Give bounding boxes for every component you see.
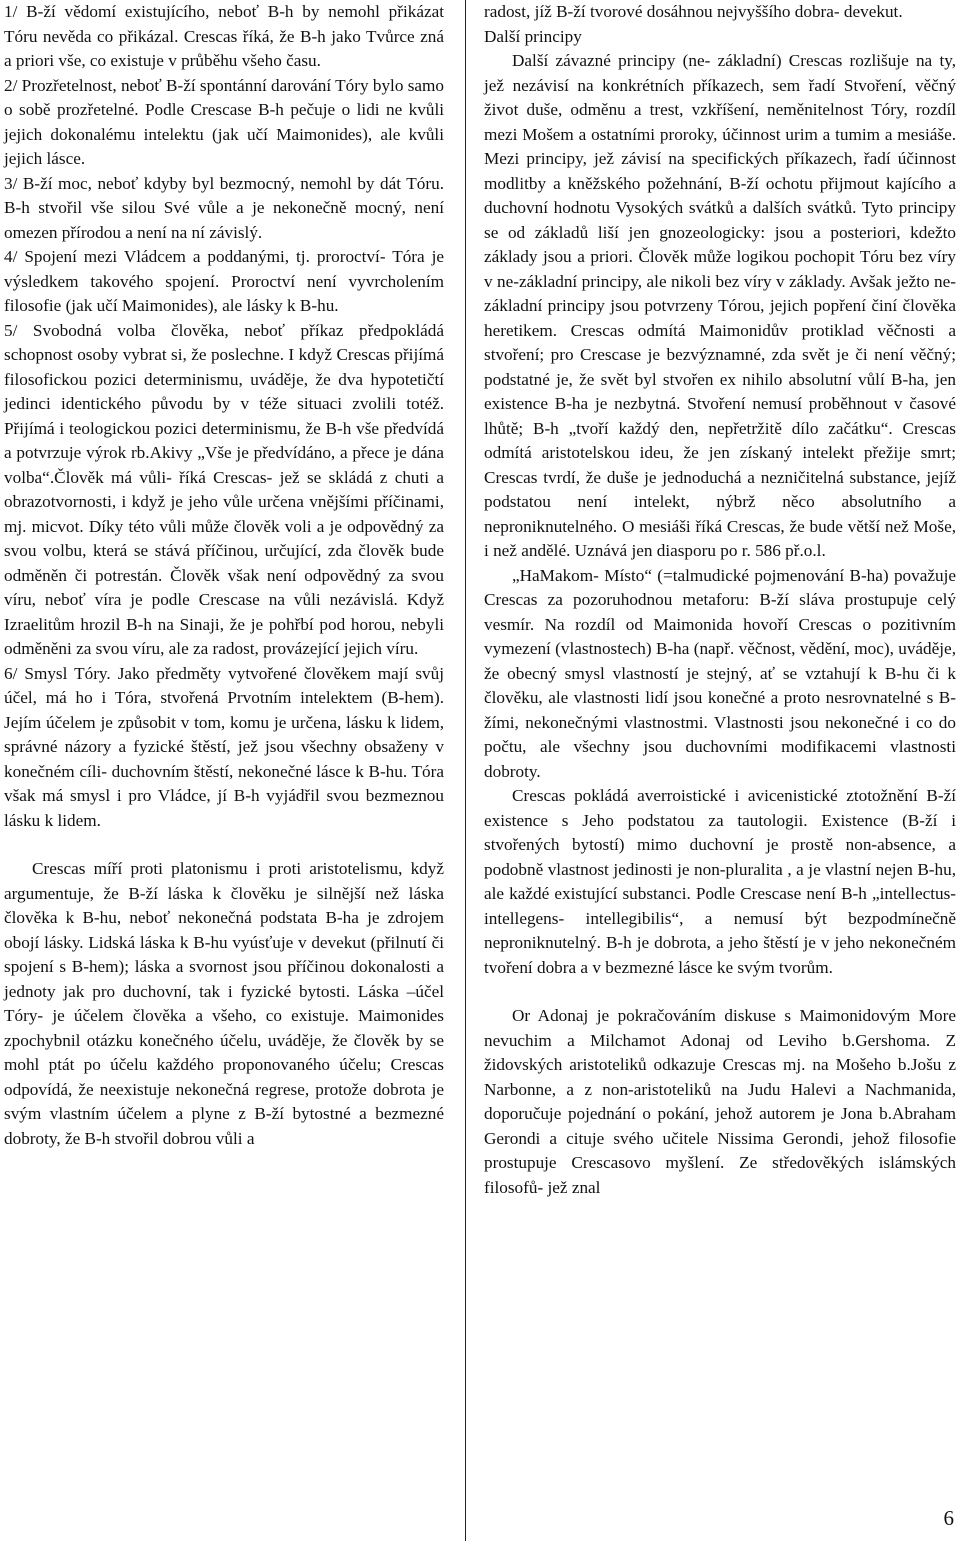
further-principles-paragraph: Další závazné principy (ne- základní) Crescas rozlišuje na ty, jež nezávisí na konkrétních příkazech, sem řadí Stvoření, věčný život duše, odměnu a trest, vzkříšení, neměnitelnost Tóry, rozdíl mezi Mošem a ostatními proroky, účinnost urim a tumim a mesiáše. Mezi principy, jež závisí na specifických příkazech, řadí účinnost modlitby a kněžského požehnání, B-ží ochotu přijmout kajícího a duchovní hodnotu Vysokých svátků a dalších svátků. Tyto principy se od základů liší jen gnozeologicky: jsou a posteriori, kdežto základy jsou a priori. Člověk může logikou pochopit Tóru bez víry v ne-základní principy, ale nikoli bez víry v základy. Avšak ježto ne-základní principy jsou potvrzeny Tórou, jejich popření činí člověka heretikem. Crescas odmítá Maimonidův protiklad věčnosti a stvoření; pro Crescase je bezvýznamné, zda svět je či není věčný; podstatné je, že svět byl stvořen ex nihilo absolutní vůlí B-ha, jen existence B-ha je nezbytná. Stvoření nemusí proběhnout v časové lhůtě; B-h „tvoří každý den, nepřetržitě dílo začátku“. Crescas odmítá aristotelskou ideu, že jen získaný intelekt přežije smrt; Crescas tvrdí, že duše je jednoduchá a nezničitelná substance, jejíž podstatou není intelekt, nýbrž něco absolutního a neproniknutelného. O mesiáši říká Crescas, že bude větší než Moše, i než andělé. Uznává jen diasporu po r. 586 př.o.l. <box>484 51 956 560</box>
continuation-paragraph: radost, jíž B-ží tvorové dosáhnou nejvyššího dobra- devekut. <box>484 2 903 21</box>
left-column <box>4 0 444 1151</box>
principle-1-paragraph: 1/ B-ží vědomí existujícího, neboť B-h by nemohl přikázat Tóru nevěda co přikázal. Crescas říká, že B-h jako Tvůrce zná a priori vše, co existuje v průběhu všeho času. <box>4 2 444 70</box>
hamakom-paragraph: „HaMakom- Místo“ (=talmudické pojmenování B-ha) považuje Crescas za pozoruhodnou metaforu: B-ží sláva prostupuje celý vesmír. Na rozdíl od Maimonida hovoří Crescas o pozitivním vymezení (vlastnostech) B-ha (např. věčnost, vědění, moc), uváděje, že obecný smysl vlastností je stejný, ať se vztahují k B-hu či k člověku, ale vlastnosti lidí jsou konečné a proto nesrovnatelné s B-žími, nekonečnými vlastnostmi. Vlastnosti jsou nekonečné i co do počtu, ale všechny jsou duchovními modifikacemi vlastnosti dobroty. <box>484 565 956 781</box>
page-number: 6 <box>943 1506 954 1530</box>
principle-2-paragraph: 2/ Prozřetelnost, neboť B-ží spontánní darování Tóry bylo samo o sobě prozřetelné. Podle Crescase B-h pečuje o lidi ne kvůli jejich dokonalému intelektu (jak učí Maimonides), ale kvůli jejich lásce. <box>4 75 444 168</box>
right-column <box>484 0 956 1200</box>
column-divider <box>465 0 466 1541</box>
principle-6-paragraph: 6/ Smysl Tóry. Jako předměty vytvořené člověkem mají svůj účel, má ho i Tóra, stvořená Prvotním intelektem (B-hem). Jejím účelem je způsobit v tom, komu je určena, lásku k lidem, správné názory a fyzické štěstí, jež jsou všechny obsaženy v konečném cíli- duchovním štěstí, nekonečné lásce k B-hu. Tóra však má smysl i pro Vládce, jí B-h vyjádřil svou bezmeznou lásku k lidem. <box>4 663 444 830</box>
crescas-love-paragraph: Crescas míří proti platonismu i proti aristotelismu, když argumentuje, že B-ží láska k člověku je silnější než láska člověka k B-hu, neboť nekonečná podstata B-ha je zdrojem obojí lásky. Lidská láska k B-hu vyúsťuje v devekut (přilnutí či spojení s B-hem); láska a svornost jsou příčinou dokonalosti a jednoty jak pro duchovní, tak i fyzické bytosti. Láska –účel Tóry- je účelem člověka a všeho, co existuje. Maimonides zpochybnil otázku konečného účelu, uváděje, že člověk by se mohl ptát po účelu každého proponovaného účelu; Crescas odpovídá, že neexistuje nekonečná regrese, protože dobrota je svým vlastním účelem a plyne z B-ží bytostné a bezmezné dobroty, že B-h stvořil dobrou vůli a <box>4 859 444 1148</box>
or-adonaj-paragraph: Or Adonaj je pokračováním diskuse s Maimonidovým More nevuchim a Milchamot Adonaj od Leviho b.Gershoma. Z židovských aristoteliků odkazuje Crescas mj. na Mošeho b.Jošu z Narbonne, a z non-aristoteliků na Judu Halevi a Nachmanida, doporučuje pojednání o pokání, jehož autorem je Jona b.Abraham Gerondi a cituje svého učitele Nissima Gerondi, jehož filosofie prostupuje Crescasovo myšlení. Ze středověkých islámských filosofů- jež znal <box>484 1006 956 1197</box>
section-heading: Další principy <box>484 26 582 46</box>
principle-5-paragraph: 5/ Svobodná volba člověka, neboť příkaz předpokládá schopnost osoby vybrat si, že poslechne. I když Crescas přijímá filosofickou pozici determinismu, uváděje, že dva hypotetičtí jedinci identického původu by v téže situaci zvolili totéž. Přijímá i teologickou pozici determinismu, že B-h vše předvídá a potvrzuje výrok rb.Akivy „Vše je předvídáno, a přece je dána volba“.Člověk má vůli- říká Crescas- jež se skládá z chuti a obrazotvornosti, i když je jeho vůle určena vnějšími příčinami, mj. micvot. Díky této vůli může člověk voli a je odpovědný za svou volbu, která se stává příčinou, určující, zda člověk bude odměněn či potrestán. Člověk však není odpovědný za svou víru, neboť víra je podle Crescase na vůli nezávislá. Když Izraelitům hrozil B-h na Sinaji, že je pohřbí pod horou, nebyli odměněni za svou víru, ale za radost, provázející jejich víru. <box>4 320 444 658</box>
principle-4-paragraph: 4/ Spojení mezi Vládcem a poddanými, tj. proroctví- Tóra je výsledkem takového spojení. Proroctví není vyvrcholením filosofie (jak učí Maimonides), ale lásky k B-hu. <box>4 247 444 315</box>
principle-3-paragraph: 3/ B-ží moc, neboť kdyby byl bezmocný, nemohl by dát Tóru. B-h stvořil vše silou Své vůle a je nekonečně mocný, není omezen přírodou a není na ní závislý. <box>4 173 444 242</box>
existence-paragraph: Crescas pokládá averroistické i avicenistické ztotožnění B-ží existence s Jeho podstatou za tautologii. Existence (B-ží i stvořených bytostí) mimo duchovní je prostě non-absence, a podobně vlastnost jedinosti je non-pluralita , a je vlastní nejen B-hu, ale každé existující substanci. Podle Crescase není B-h „intellectus- intellegens- intellegibilis“, a nemusí být bezpodmínečně neproniknutelný. B-h je dobrota, a jeho štěstí je v jeho nekonečném tvoření dobra a v bezmezné lásce ke svým tvorům. <box>484 786 956 977</box>
